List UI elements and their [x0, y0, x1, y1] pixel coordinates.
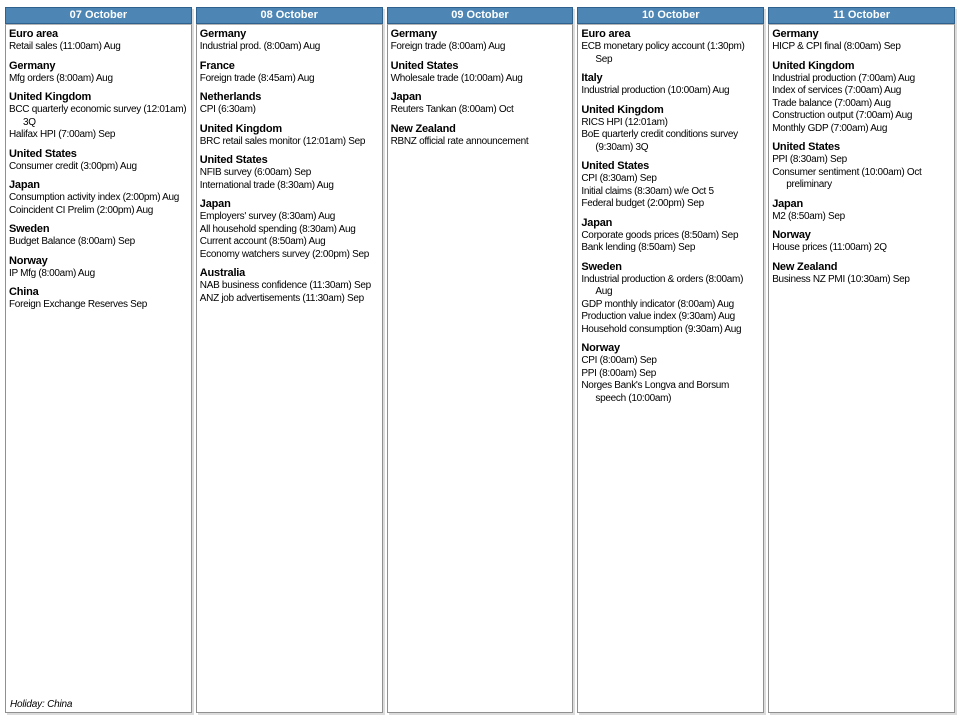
event-item: Business NZ PMI (10:30am) Sep	[772, 273, 910, 285]
event-item: IP Mfg (8:00am) Aug	[9, 267, 95, 279]
country-name: Japan	[199, 198, 231, 210]
event-item: PPI (8:30am) Sep	[772, 154, 847, 165]
country-name: Euro area	[9, 28, 58, 40]
country-block	[772, 60, 952, 136]
event-item: BRC retail sales monitor (12:01am) Sep	[199, 135, 366, 147]
country-name: United States	[199, 154, 268, 166]
event-item: Corporate goods prices (8:50am) Sep	[581, 229, 739, 241]
country-block	[772, 229, 952, 255]
country-block	[9, 286, 189, 312]
country-name: New Zealand	[390, 122, 456, 135]
event-item: Retail sales (11:00am) Aug	[9, 41, 121, 52]
event-item: Federal budget (2:00pm) Sep	[581, 198, 704, 209]
event-item: Consumer sentiment (10:00am) Oct preliminary	[772, 166, 922, 190]
date-cell	[577, 24, 764, 713]
country-block	[9, 28, 189, 54]
date-header: 07 October	[5, 7, 192, 24]
country-name: United States	[9, 147, 77, 160]
country-block	[9, 179, 189, 217]
country-name: Japan	[772, 197, 803, 210]
calendar-column-3	[387, 7, 574, 713]
event-item: Initial claims (8:30am) w/e Oct 5	[581, 185, 714, 197]
country-block	[581, 104, 761, 155]
country-block	[9, 223, 189, 249]
country-name: Sweden	[9, 223, 50, 235]
country-name: United States	[581, 160, 650, 172]
event-item: ANZ job advertisements (11:30am) Sep	[199, 292, 364, 304]
country-block	[581, 342, 761, 405]
event-item: CPI (8:00am) Sep	[581, 355, 657, 366]
event-item: Foreign trade (8:45am) Aug	[199, 72, 315, 84]
event-item: Household consumption (9:30am) Aug	[581, 323, 742, 335]
event-item: Wholesale trade (10:00am) Aug	[390, 72, 523, 84]
country-block	[200, 198, 380, 261]
date-header: 08 October	[196, 7, 383, 24]
calendar-column-2	[196, 7, 383, 713]
country-block	[581, 261, 761, 337]
country-block	[772, 28, 952, 54]
country-block	[391, 28, 571, 54]
country-block	[772, 261, 952, 287]
date-cell	[768, 24, 955, 713]
country-name: United Kingdom	[9, 91, 92, 103]
event-item: HICP & CPI final (8:00am) Sep	[772, 41, 901, 52]
event-item: Production value index (9:30am) Aug	[581, 311, 735, 322]
event-item: RICS HPI (12:01am)	[581, 116, 668, 128]
country-name: Australia	[199, 267, 246, 279]
event-item: Current account (8:50am) Aug	[199, 236, 326, 247]
event-item: Foreign Exchange Reserves Sep	[9, 299, 148, 310]
country-name: Japan	[581, 216, 613, 229]
event-item: Index of services (7:00am) Aug	[772, 85, 902, 96]
event-item: NFIB survey (6:00am) Sep	[199, 167, 311, 178]
country-name: China	[9, 286, 39, 298]
country-block	[581, 72, 761, 98]
event-item: Reuters Tankan (8:00am) Oct	[390, 104, 514, 115]
country-name: Japan	[9, 179, 40, 191]
date-header: 10 October	[577, 7, 764, 24]
country-block	[391, 91, 571, 117]
calendar-column-4	[577, 7, 764, 713]
event-item: Trade balance (7:00am) Aug	[772, 97, 891, 109]
event-item: All household spending (8:30am) Aug	[199, 223, 356, 235]
event-item: International trade (8:30am) Aug	[199, 179, 334, 191]
country-name: Norway	[9, 254, 48, 267]
event-item: Construction output (7:00am) Aug	[772, 110, 913, 121]
event-item: M2 (8:50am) Sep	[772, 210, 845, 222]
event-item: Norges Bank's Longva and Borsum speech (10:00am)	[581, 380, 730, 404]
calendar-column-5	[768, 7, 955, 713]
country-name: Germany	[772, 28, 819, 40]
event-item: BCC quarterly economic survey (12:01am) 3Q	[9, 104, 187, 128]
country-block	[200, 91, 380, 117]
country-name: Germany	[9, 59, 56, 72]
event-item: Budget Balance (8:00am) Sep	[9, 236, 135, 247]
country-block	[581, 160, 761, 211]
country-block	[200, 60, 380, 86]
country-name: United Kingdom	[772, 59, 855, 72]
country-block	[9, 255, 189, 281]
country-block	[200, 28, 380, 54]
country-name: Italy	[581, 72, 603, 84]
event-item: Mfg orders (8:00am) Aug	[9, 72, 113, 84]
country-block	[581, 28, 761, 66]
country-block	[581, 217, 761, 255]
country-name: Norway	[772, 229, 811, 241]
event-item: RBNZ official rate announcement	[390, 135, 529, 147]
country-block	[772, 141, 952, 192]
date-cell	[196, 24, 383, 713]
event-item: CPI (6:30am)	[199, 104, 256, 115]
date-cell	[5, 24, 192, 713]
country-name: Netherlands	[199, 91, 262, 103]
event-item: Coincident CI Prelim (2:00pm) Aug	[9, 204, 154, 216]
event-item: Foreign trade (8:00am) Aug	[390, 41, 506, 52]
event-item: Economy watchers survey (2:00pm) Sep	[199, 248, 370, 260]
date-cell	[387, 24, 574, 713]
event-item: Halifax HPI (7:00am) Sep	[9, 129, 116, 140]
country-block	[200, 123, 380, 149]
country-block	[9, 91, 189, 142]
event-item: CPI (8:30am) Sep	[581, 173, 657, 184]
event-item: Industrial production (7:00am) Aug	[772, 72, 915, 84]
country-block	[200, 154, 380, 192]
event-item: Industrial prod. (8:00am) Aug	[199, 41, 321, 52]
country-name: United States	[390, 59, 459, 72]
country-name: Germany	[390, 28, 437, 40]
country-name: Sweden	[581, 260, 622, 273]
country-block	[200, 267, 380, 305]
event-item: Industrial production (10:00am) Aug	[581, 85, 730, 96]
event-item: NAB business confidence (11:30am) Sep	[199, 280, 371, 291]
country-name: New Zealand	[772, 260, 838, 273]
event-item: GDP monthly indicator (8:00am) Aug	[581, 298, 734, 310]
country-name: United Kingdom	[581, 103, 664, 116]
country-block	[391, 123, 571, 149]
country-name: Germany	[199, 28, 247, 40]
calendar-column-1	[5, 7, 192, 713]
event-item: ECB monetary policy account (1:30pm) Sep	[581, 41, 745, 65]
event-item: Bank lending (8:50am) Sep	[581, 242, 696, 253]
date-header: 11 October	[768, 7, 955, 24]
event-item: BoE quarterly credit conditions survey (9:30am) 3Q	[581, 129, 738, 153]
country-block	[391, 60, 571, 86]
country-name: France	[199, 59, 235, 72]
event-item: Industrial production & orders (8:00am) Aug	[581, 273, 744, 297]
date-header: 09 October	[387, 7, 574, 24]
country-name: Norway	[581, 342, 620, 354]
country-block	[9, 148, 189, 174]
economic-calendar-table	[5, 7, 955, 713]
country-name: Euro area	[581, 28, 631, 40]
event-item: Consumer credit (3:00pm) Aug	[9, 160, 137, 172]
country-name: United Kingdom	[199, 122, 282, 135]
country-block	[772, 198, 952, 224]
event-item: Employers' survey (8:30am) Aug	[199, 211, 335, 222]
event-item: PPI (8:00am) Sep	[581, 367, 657, 379]
event-item: Monthly GDP (7:00am) Aug	[772, 122, 888, 134]
event-item: House prices (11:00am) 2Q	[772, 242, 887, 253]
country-name: United States	[772, 141, 840, 153]
country-block	[9, 60, 189, 86]
event-item: Consumption activity index (2:00pm) Aug	[9, 192, 180, 203]
holiday-note: Holiday: China	[10, 699, 73, 710]
country-name: Japan	[390, 91, 422, 103]
